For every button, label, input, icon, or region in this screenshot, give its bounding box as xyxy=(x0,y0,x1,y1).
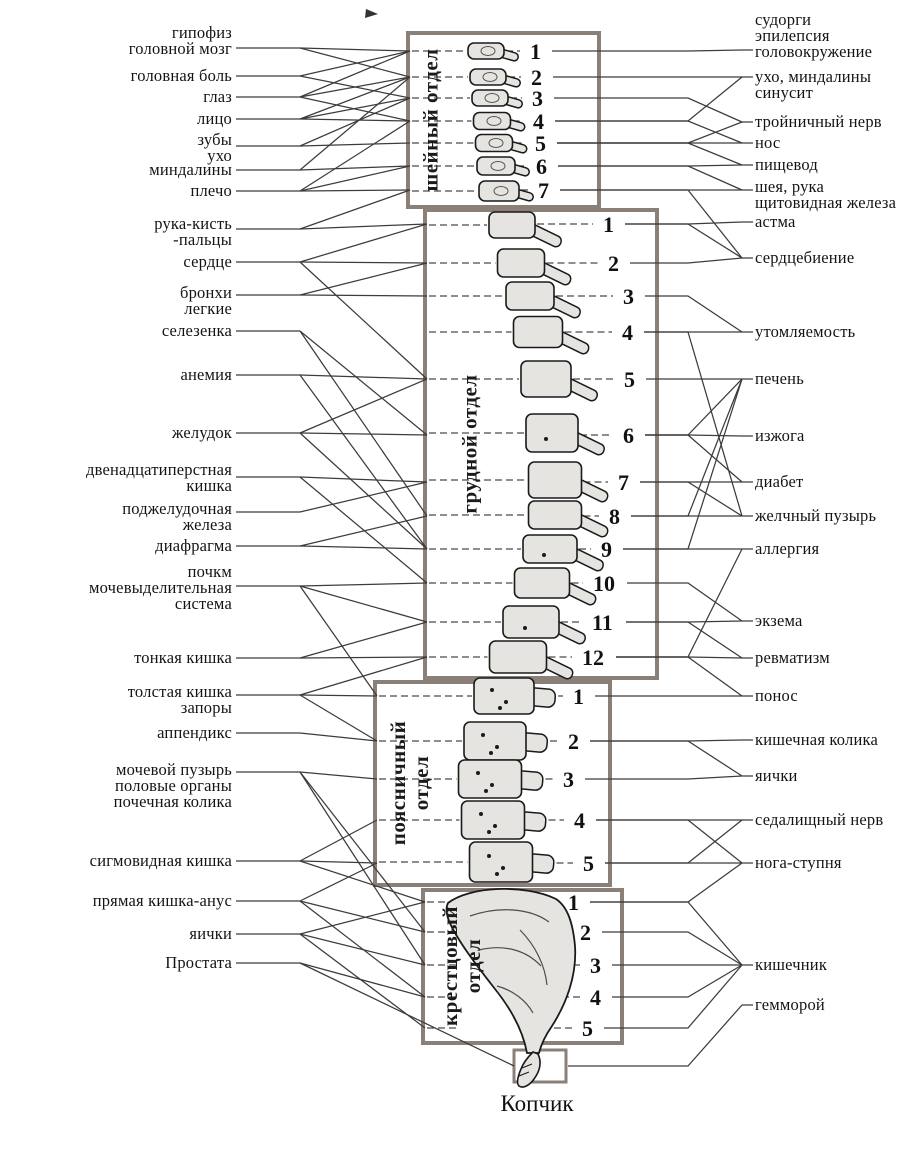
connector-left xyxy=(300,143,410,146)
right-label-12 xyxy=(755,474,803,490)
left-label-10 xyxy=(180,285,232,317)
label-line: синусит xyxy=(755,82,813,102)
vertebra-body-C3 xyxy=(472,90,508,106)
right-label-8 xyxy=(755,250,854,266)
vertebra-dot xyxy=(544,437,548,441)
vertebra-number-T6: 6 xyxy=(623,423,634,448)
label-line: анемия xyxy=(180,365,232,384)
right-label-11 xyxy=(755,428,805,444)
left-label-18 xyxy=(134,650,232,666)
connector-right xyxy=(645,435,742,482)
connector-right xyxy=(590,863,742,902)
right-label-16 xyxy=(755,650,830,666)
connector-right xyxy=(616,549,742,657)
label-line: запоры xyxy=(180,697,232,717)
right-label-15 xyxy=(755,613,803,629)
label-line: эпилепсия xyxy=(755,25,830,45)
vertebra-number-T2: 2 xyxy=(608,251,619,276)
label-line: мочевыделительная xyxy=(89,577,232,597)
label-line: судорги xyxy=(755,10,812,29)
connector-left xyxy=(300,861,425,902)
left-label-24 xyxy=(189,926,232,942)
connector-right xyxy=(590,741,742,776)
connector-left xyxy=(300,901,425,932)
label-line: тонкая кишка xyxy=(134,648,232,667)
connector-left xyxy=(300,224,427,262)
connector-left xyxy=(300,586,377,696)
left-label-25 xyxy=(165,955,232,971)
label-line: легкие xyxy=(184,298,232,318)
vertebra-number-C6: 6 xyxy=(536,154,547,179)
label-line: тройничный нерв xyxy=(755,112,882,131)
label-line: поджелудочная xyxy=(122,499,232,518)
label-line: толстая кишка xyxy=(127,682,232,701)
vertebra-dot xyxy=(479,812,483,816)
label-line: кишечная колика xyxy=(755,730,878,749)
vertebra-dot xyxy=(493,824,497,828)
connector-left xyxy=(300,433,427,435)
label-line: изжога xyxy=(755,426,805,445)
vertebra-number-C3: 3 xyxy=(532,86,543,111)
left-label-19 xyxy=(128,684,232,716)
label-line: аллергия xyxy=(755,539,820,558)
connector-right xyxy=(554,98,742,122)
label-line: нос xyxy=(755,133,781,152)
label-line: лицо xyxy=(197,109,232,128)
right-label-1 xyxy=(755,12,872,59)
right-label-7 xyxy=(755,214,796,230)
connector-left xyxy=(300,77,410,97)
left-label-20 xyxy=(157,725,232,741)
vertebra-number-T3: 3 xyxy=(623,284,634,309)
connector-right xyxy=(558,166,742,190)
vertebra-dot xyxy=(523,626,527,630)
label-line: кишечник xyxy=(755,955,828,974)
vertebra-body-T3 xyxy=(506,282,554,310)
vertebra-number-S1: 1 xyxy=(568,890,579,915)
connector-right xyxy=(623,379,742,549)
right-label-4 xyxy=(755,135,780,151)
connector-left xyxy=(300,295,427,296)
label-line: утомляемость xyxy=(755,322,856,341)
vertebra-dot xyxy=(490,783,494,787)
label-line: -пальцы xyxy=(173,229,232,249)
label-line: кишка xyxy=(186,475,232,495)
connector-left xyxy=(300,190,410,229)
left-label-6 xyxy=(149,162,232,178)
connector-right xyxy=(590,902,742,965)
right-label-23 xyxy=(755,997,825,1013)
vertebra-number-L5: 5 xyxy=(583,851,594,876)
vertebra-number-T1: 1 xyxy=(603,212,614,237)
label-line: головной мозг xyxy=(128,38,232,58)
vertebra-number-S4: 4 xyxy=(590,985,601,1010)
vertebra-body-L3 xyxy=(459,760,522,798)
right-label-3 xyxy=(755,114,882,130)
connector-left xyxy=(300,375,427,549)
vertebra-body-T11 xyxy=(503,606,559,638)
connector-right xyxy=(568,1005,742,1066)
label-line: железа xyxy=(182,514,232,534)
vertebra-dot xyxy=(481,733,485,737)
right-label-19 xyxy=(755,768,798,784)
vertebra-number-T8: 8 xyxy=(609,504,620,529)
connector-left xyxy=(300,51,410,97)
right-label-20 xyxy=(755,812,883,828)
connector-left xyxy=(300,622,427,658)
vertebra-number-T10: 10 xyxy=(593,571,615,596)
vertebra-number-C1: 1 xyxy=(530,39,541,64)
label-line: яички xyxy=(755,766,798,785)
left-label-9 xyxy=(183,254,232,270)
vertebra-body-L1 xyxy=(474,678,534,714)
section-label-line: шейный отдел xyxy=(418,48,443,192)
right-label-17 xyxy=(755,688,798,704)
right-label-22 xyxy=(755,957,827,973)
label-line: сигмовидная кишка xyxy=(89,851,232,870)
left-label-2 xyxy=(131,68,232,84)
left-label-12 xyxy=(180,367,232,383)
left-label-13 xyxy=(172,425,232,441)
vertebra-dot xyxy=(542,553,546,557)
connector-right xyxy=(552,50,742,51)
right-label-10 xyxy=(755,371,804,387)
label-line: почкм xyxy=(187,562,232,581)
vertebra-body-C7 xyxy=(479,181,519,201)
vertebra-number-C2: 2 xyxy=(531,65,542,90)
right-label-5 xyxy=(755,157,818,173)
vertebra-body-T12 xyxy=(490,641,547,673)
connector-right xyxy=(605,820,742,863)
connector-right xyxy=(626,622,742,658)
connector-left xyxy=(300,657,427,658)
connector-left xyxy=(300,695,377,696)
label-line: сердце xyxy=(183,252,232,271)
vertebra-number-S2: 2 xyxy=(580,920,591,945)
connector-left xyxy=(300,331,427,435)
connector-left xyxy=(300,482,427,512)
right-label-9 xyxy=(755,324,855,340)
vertebra-dot xyxy=(490,688,494,692)
vertebra-number-L1: 1 xyxy=(573,684,584,709)
connector-left xyxy=(300,262,427,263)
connector-left xyxy=(300,861,377,863)
left-label-16 xyxy=(155,538,232,554)
top-mark xyxy=(365,9,378,18)
connector-right xyxy=(557,122,742,143)
vertebra-body-T2 xyxy=(498,249,545,277)
section-label-lumbar xyxy=(387,721,433,846)
label-line: пищевод xyxy=(755,155,818,174)
label-line: нога-ступня xyxy=(755,853,842,872)
left-label-7 xyxy=(190,183,232,199)
connector-left xyxy=(300,477,427,482)
connector-right xyxy=(631,379,742,516)
vertebra-number-C5: 5 xyxy=(535,131,546,156)
label-line: мочевой пузырь xyxy=(115,760,232,779)
connector-right xyxy=(555,77,742,121)
connector-left xyxy=(300,48,410,51)
vertebra-body-T10 xyxy=(515,568,570,598)
vertebra-body-C6 xyxy=(477,157,515,175)
vertebra-number-T7: 7 xyxy=(618,470,629,495)
connector-right xyxy=(555,121,742,143)
label-line: плечо xyxy=(190,181,232,200)
left-label-22 xyxy=(90,853,232,869)
connector-right xyxy=(645,296,742,332)
label-line: головокружение xyxy=(755,41,873,61)
label-line: гипофиз xyxy=(171,23,232,42)
vertebra-dot xyxy=(495,745,499,749)
connector-right xyxy=(557,143,742,165)
vertebra-number-L3: 3 xyxy=(563,767,574,792)
label-line: аппендикс xyxy=(157,723,232,742)
label-line: седалищный нерв xyxy=(755,810,884,829)
label-line: селезенка xyxy=(161,321,232,340)
connector-left xyxy=(300,379,427,433)
connector-right xyxy=(627,583,742,621)
vertebra-number-T4: 4 xyxy=(622,320,633,345)
connector-left xyxy=(300,98,410,146)
vertebra-body-T6 xyxy=(526,414,578,452)
connector-left xyxy=(300,963,425,997)
vertebra-dot xyxy=(489,751,493,755)
vertebra-body-T1 xyxy=(489,212,535,238)
connector-left xyxy=(300,772,377,779)
vertebra-number-S5: 5 xyxy=(582,1016,593,1041)
vertebra-number-T5: 5 xyxy=(624,367,635,392)
coccyx-label: Копчик xyxy=(500,1091,574,1116)
section-label-sacral xyxy=(439,906,485,1026)
label-line: печень xyxy=(755,369,804,388)
connector-left xyxy=(300,934,425,965)
label-line: бронхи xyxy=(179,283,232,302)
connector-left xyxy=(300,657,427,695)
label-line: головная боль xyxy=(130,66,232,85)
vertebra-dot xyxy=(495,872,499,876)
label-line: почечная колика xyxy=(113,791,232,811)
left-label-15 xyxy=(122,501,232,533)
vertebra-number-L4: 4 xyxy=(574,808,585,833)
connector-left xyxy=(300,331,427,516)
connector-right xyxy=(625,224,742,258)
connector-left xyxy=(300,224,427,229)
label-line: ревматизм xyxy=(755,648,830,667)
label-line: система xyxy=(174,593,232,613)
label-line: глаз xyxy=(203,87,232,106)
vertebra-body-C1 xyxy=(468,43,504,59)
label-line: двенадцатиперстная xyxy=(85,460,232,479)
right-label-6 xyxy=(755,179,896,211)
vertebra-body-C4 xyxy=(474,113,511,130)
left-label-5 xyxy=(198,132,233,164)
connector-left xyxy=(300,375,427,379)
label-line: экзема xyxy=(755,611,803,630)
label-line: яички xyxy=(189,924,232,943)
label-line: диабет xyxy=(755,472,804,491)
section-label-line: отдел xyxy=(461,938,485,994)
right-label-13 xyxy=(755,508,876,524)
label-line: щитовидная железа xyxy=(755,192,897,212)
vertebra-number-C4: 4 xyxy=(533,109,544,134)
vertebra-body-T4 xyxy=(514,317,563,348)
label-line: половые органы xyxy=(115,775,232,795)
vertebra-number-S3: 3 xyxy=(590,953,601,978)
vertebra-dot xyxy=(498,706,502,710)
vertebra-dot xyxy=(501,866,505,870)
label-line: шея, рука xyxy=(755,177,825,196)
label-line: желчный пузырь xyxy=(755,506,877,525)
label-line: зубы xyxy=(197,130,232,149)
right-label-14 xyxy=(755,541,819,557)
left-label-4 xyxy=(197,111,232,127)
vertebra-body-C2 xyxy=(470,69,506,85)
left-label-11 xyxy=(162,323,232,339)
vertebra-dot xyxy=(504,700,508,704)
connector-left xyxy=(300,477,427,583)
connector-left xyxy=(300,77,410,119)
label-line: диафрагма xyxy=(155,536,232,555)
left-label-1 xyxy=(129,25,232,57)
vertebra-dot xyxy=(487,830,491,834)
left-label-17 xyxy=(89,564,232,611)
vertebra-body-T9 xyxy=(523,535,577,563)
label-line: ухо xyxy=(207,145,232,165)
section-label-line: крестцовый xyxy=(438,906,462,1026)
label-line: ухо, миндалины xyxy=(755,67,872,86)
connector-right xyxy=(630,258,742,263)
connector-left xyxy=(300,119,410,121)
section-label-cervical xyxy=(420,49,443,192)
vertebra-body-T5 xyxy=(521,361,571,397)
right-label-2 xyxy=(755,69,871,101)
left-label-21 xyxy=(114,762,232,809)
vertebra-number-T11: 11 xyxy=(592,610,613,635)
connector-left xyxy=(300,583,427,586)
section-label-line: поясничный xyxy=(386,720,410,846)
label-line: желудок xyxy=(171,423,232,442)
label-line: астма xyxy=(755,212,796,231)
left-label-23 xyxy=(93,893,232,909)
vertebra-body-L2 xyxy=(464,722,526,760)
vertebra-number-T9: 9 xyxy=(601,537,612,562)
section-label-line: отдел xyxy=(409,755,433,811)
vertebra-number-L2: 2 xyxy=(568,729,579,754)
vertebra-body-L5 xyxy=(470,842,533,882)
vertebra-body-T7 xyxy=(529,462,582,498)
right-label-21 xyxy=(755,855,842,871)
vertebra-body-L4 xyxy=(462,801,525,839)
label-line: прямая кишка-анус xyxy=(92,891,232,910)
vertebra-dot xyxy=(487,854,491,858)
vertebra-dot xyxy=(476,771,480,775)
section-label-line: грудной отдел xyxy=(457,374,482,514)
section-label-thoracic xyxy=(459,374,482,513)
label-line: Простата xyxy=(165,953,232,972)
connector-left xyxy=(300,190,410,191)
connector-right xyxy=(596,820,742,863)
label-line: миндалины xyxy=(149,160,232,179)
label-line: рука-кисть xyxy=(154,214,232,233)
label-line: понос xyxy=(755,686,798,705)
left-label-14 xyxy=(86,462,232,494)
connector-right xyxy=(612,965,742,997)
vertebra-body-T8 xyxy=(529,501,582,529)
label-line: сердцебиение xyxy=(755,248,855,267)
right-label-18 xyxy=(755,732,878,748)
vertebra-dot xyxy=(484,789,488,793)
label-line: гемморой xyxy=(755,995,825,1014)
vertebra-body-C5 xyxy=(476,135,513,152)
vertebra-number-T12: 12 xyxy=(582,645,604,670)
connector-left xyxy=(300,902,425,934)
left-label-3 xyxy=(203,89,232,105)
vertebra-number-C7: 7 xyxy=(538,178,549,203)
left-label-8 xyxy=(154,216,232,248)
connector-left xyxy=(300,586,427,622)
connector-left xyxy=(300,546,427,549)
